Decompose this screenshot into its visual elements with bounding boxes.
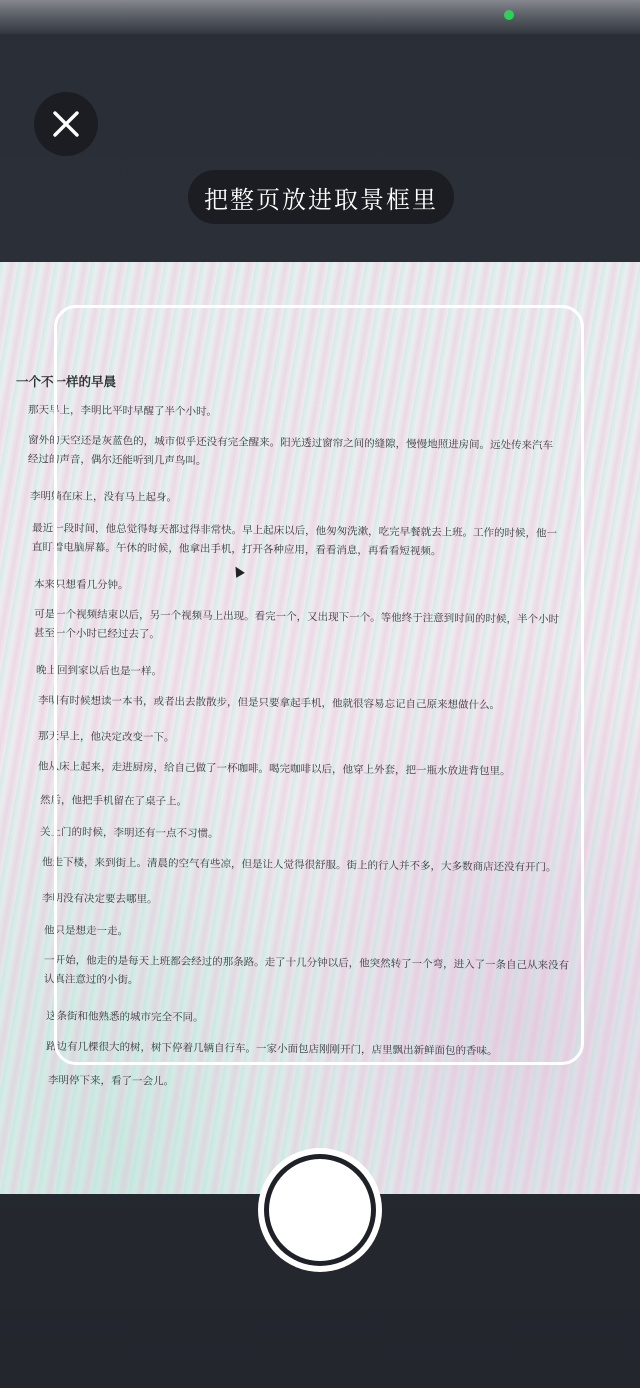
paragraph-line: 他只是想走一走。 [43, 924, 129, 938]
paragraph-line: 他走下楼，来到街上。清晨的空气有些凉，但是让人觉得很舒服。街上的行人并不多，大多数商店还没有开门。 [41, 856, 557, 874]
paragraph-line: 经过的声音，偶尔还能听到几声鸟叫。 [27, 453, 207, 468]
paragraph-line: 本来只想看几分钟。 [33, 578, 129, 592]
paragraph-line: 那天早上，李明比平时早醒了半个小时。 [27, 404, 218, 418]
document-paragraph [48, 1071, 174, 1091]
paragraph-line: 李明有时候想读一本书，或者出去散散步，但是只要拿起手机，他就很容易忘记自己原来想做什么。 [37, 694, 501, 712]
paragraph-line: 直盯着电脑屏幕。午休的时候，他拿出手机，打开各种应用，看看消息，再看看短视频。 [31, 541, 442, 558]
paragraph-line: 李明躺在床上，没有马上起身。 [29, 490, 178, 504]
close-icon [52, 110, 80, 138]
paragraph-line: 那天早上，他决定改变一下。 [37, 730, 175, 744]
paragraph-line: 一开始，他走的是每天上班都会经过的那条路。走了十几分钟以后，他突然转了一个弯，进入了一条自己从来没有 [44, 954, 570, 972]
paragraph-line: 这条街和他熟悉的城市完全不同。 [45, 1010, 204, 1024]
shutter-ring [264, 1154, 376, 1266]
paragraph-line: 可是一个视频结束以后，另一个视频马上出现。看完一个，又出现下一个。等他终于注意到时间的时候，半个小时 [34, 608, 560, 626]
close-button[interactable] [34, 92, 98, 156]
paragraph-line: 认真注意过的小街。 [43, 973, 139, 987]
paragraph-line: 晚上回到家以后也是一样。 [35, 664, 163, 678]
top-bezel [0, 0, 640, 34]
paragraph-line: 李明没有决定要去哪里。 [41, 892, 158, 906]
viewfinder-frame [54, 305, 584, 1065]
framing-hint: 把整页放进取景框里 [188, 170, 454, 224]
paragraph-line: 窗外的天空还是灰蓝色的，城市似乎还没有完全醒来。阳光透过窗帘之间的缝隙，慢慢地照进房间。远处传来汽车 [28, 434, 554, 452]
paragraph-line: 他从床上起来，走进厨房，给自己做了一杯咖啡。喝完咖啡以后，他穿上外套，把一瓶水放进背包里。 [37, 760, 511, 778]
paragraph-line: 李明停下来，看了一会儿。 [47, 1074, 175, 1088]
shutter-core [269, 1159, 371, 1261]
paragraph-line: 然后，他把手机留在了桌子上。 [39, 794, 188, 808]
camera-active-indicator [504, 10, 514, 20]
document-title: 一个不一样的早晨 [16, 374, 117, 389]
paragraph-line: 最近一段时间，他总觉得每天都过得非常快。早上起床以后，他匆匆洗漱，吃完早餐就去上班。工作的时候，他一 [32, 522, 558, 540]
paragraph-line: 关上门的时候，李明还有一点不习惯。 [39, 826, 219, 840]
shutter-button[interactable] [258, 1148, 382, 1272]
paragraph-line: 路边有几棵很大的树，树下停着几辆自行车。一家小面包店刚刚开门，店里飘出新鲜面包的香味。 [45, 1040, 498, 1058]
paragraph-line: 甚至一个小时已经过去了。 [33, 627, 160, 641]
